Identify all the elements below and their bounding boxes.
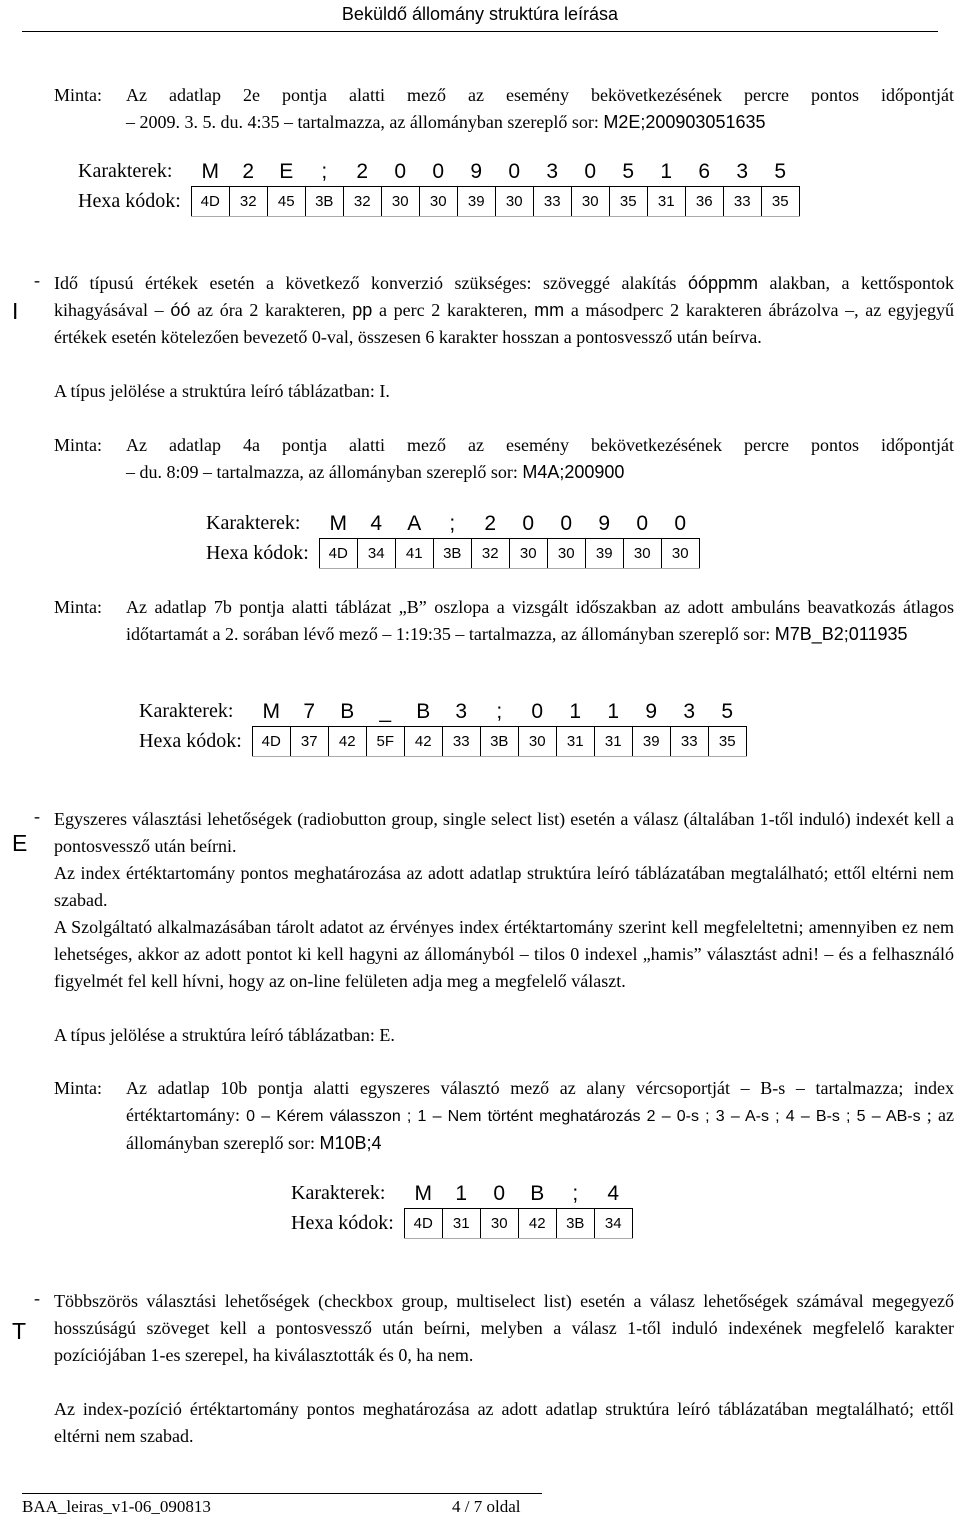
hex-code-cell: 30	[480, 1209, 518, 1239]
hex-codes-row	[206, 539, 699, 569]
hex-code-cell: 33	[533, 187, 571, 217]
sample-1	[54, 82, 954, 136]
sample-label: Minta:	[54, 435, 102, 455]
character-cell: 5	[708, 697, 746, 727]
character-cell: 0	[571, 157, 609, 187]
sample-1-text: – 2009. 3. 5. du. 4:35 – tartalmazza, az állományban szereplő sor:	[126, 112, 604, 132]
character-cell: 3	[442, 697, 480, 727]
character-cell: 3	[670, 697, 708, 727]
section-i-paragraph	[54, 270, 954, 351]
hex-codes-label: Hexa kódok:	[139, 730, 242, 752]
characters-row	[139, 697, 746, 727]
sample-3-text-block	[126, 594, 954, 648]
hex-table-3	[139, 697, 747, 757]
sample-4-text: Az adatlap 10b pontja alatti egyszeres választó mező az alany vércsoportját – B-s – tartalmazza; index értéktartomány:	[126, 1078, 954, 1125]
type-marker-e: E	[12, 830, 28, 856]
hex-code-cell: 30	[518, 727, 556, 757]
hex-code-cell: 37	[290, 727, 328, 757]
format-code: pp	[352, 300, 373, 320]
hex-code-cell: 30	[419, 187, 457, 217]
character-cell: 0	[509, 509, 547, 539]
hex-codes-label: Hexa kódok:	[291, 1212, 394, 1234]
sample-2	[54, 432, 954, 486]
text: Idő típusú értékek esetén a következő konverzió szükséges: szöveggé alakítás	[54, 273, 688, 293]
sample-label: Minta:	[54, 1078, 102, 1098]
hex-code-cell: 32	[471, 539, 509, 569]
character-cell: 0	[480, 1179, 518, 1209]
hex-codes-row	[291, 1209, 632, 1239]
bullet-dash: -	[34, 270, 40, 290]
sample-3-text: Az adatlap 7b pontja alatti táblázat „B” oszlopa a vizsgált időszakban az adott ambuláns beavatkozás átlagos időtartamát a 2. sorában lévő mező – 1:19:35 – tartalmazza, az állományban szereplő sor:	[126, 597, 954, 644]
character-cell: 3	[533, 157, 571, 187]
character-cell: M	[252, 697, 290, 727]
character-cell: 5	[761, 157, 799, 187]
sample-1-code: M2E;200903051635	[603, 112, 766, 132]
hex-code-cell: 3B	[480, 727, 518, 757]
format-code: óóppmm	[687, 273, 758, 293]
character-cell: 0	[623, 509, 661, 539]
sample-2-line-1: Az adatlap 4a pontja alatti mező az esemény bekövetkezésének percre pontos időpontját	[126, 435, 954, 455]
type-marker-i: I	[12, 298, 19, 324]
sample-2-code: M4A;200900	[522, 462, 625, 482]
character-cell: 5	[609, 157, 647, 187]
character-cell: 3	[723, 157, 761, 187]
section-t-paragraph-1: Többszörös választási lehetőségek (checkbox group, multiselect list) esetén a válasz lehetőségek számával megegyező hosszúságú szöveget kell a pontosvessző után beírni, melyben a válasz 1-től induló indexének megfelelő karakter pozíciójában 1-es szerepel, ha kiválasztották és 0, ha nem.	[54, 1291, 954, 1365]
sample-4-code: M10B;4	[319, 1133, 382, 1153]
character-cell: A	[395, 509, 433, 539]
character-cell: 2	[229, 157, 267, 187]
sample-4-values: 0 – Kérem válasszon ; 1 – Nem történt meghatározás 2 – 0-s ; 3 – A-s ; 4 – B-s ; 5 – AB-s	[246, 1108, 921, 1125]
hex-code-cell: 30	[495, 187, 533, 217]
hex-code-cell: 31	[647, 187, 685, 217]
sample-2-text: – du. 8:09 – tartalmazza, az állományban szereplő sor:	[126, 462, 523, 482]
hex-code-cell: 31	[556, 727, 594, 757]
hex-codes-label: Hexa kódok:	[78, 190, 181, 212]
section-e-type-note: A típus jelölése a struktúra leíró táblázatban: E.	[54, 1025, 395, 1045]
sample-4-text-block	[126, 1075, 954, 1157]
character-cell: 1	[594, 697, 632, 727]
hex-code-cell: 30	[509, 539, 547, 569]
character-cell: _	[366, 697, 404, 727]
character-cell: 0	[419, 157, 457, 187]
character-cell: 7	[290, 697, 328, 727]
hex-code-cell: 4D	[319, 539, 357, 569]
type-marker-t: T	[12, 1318, 27, 1344]
page-header-title: Beküldő állomány struktúra leírása	[341, 4, 619, 24]
character-cell: B	[328, 697, 366, 727]
hex-code-cell: 31	[442, 1209, 480, 1239]
hex-codes-row	[139, 727, 746, 757]
sample-1-line-2	[126, 109, 954, 136]
sample-4	[54, 1075, 954, 1156]
hex-code-cell: 4D	[404, 1209, 442, 1239]
character-cell: E	[267, 157, 305, 187]
hex-code-cell: 32	[229, 187, 267, 217]
footer-file-name: BAA_leiras_v1-06_090813	[22, 1497, 211, 1516]
characters-row	[291, 1179, 632, 1209]
hex-code-cell: 35	[761, 187, 799, 217]
hex-code-cell: 30	[571, 187, 609, 217]
hex-code-cell: 33	[670, 727, 708, 757]
bullet-dash: -	[34, 1288, 40, 1308]
hex-code-cell: 3B	[556, 1209, 594, 1239]
hex-codes-row	[78, 187, 799, 217]
section-e-paragraph-3: A Szolgáltató alkalmazásában tárolt adatot az érvényes index értéktartomány szerint kell megfeleltetni; amennyiben ez nem lehetséges, akkor az adott pontot ki kell hagyni az állományból – tilos 0 indexel „hamis” választást adni! – és a felhasználó figyelmét fel kell hívni, hogy az on-line felületen adja meg a megfelelő választ.	[54, 917, 954, 991]
character-cell: 9	[457, 157, 495, 187]
footer-rule	[22, 1493, 542, 1494]
hex-code-cell: 4D	[252, 727, 290, 757]
hex-code-cell: 42	[404, 727, 442, 757]
section-e-paragraph-1: Egyszeres választási lehetőségek (radiobutton group, single select list) esetén a válasz (általában 1-től induló) indexét kell a pontosvessző után beírni.	[54, 809, 954, 856]
hex-code-cell: 39	[457, 187, 495, 217]
character-cell: M	[319, 509, 357, 539]
character-cell: B	[518, 1179, 556, 1209]
hex-code-cell: 39	[585, 539, 623, 569]
characters-row	[206, 509, 699, 539]
hex-code-cell: 3B	[433, 539, 471, 569]
header-rule	[22, 31, 938, 32]
character-cell: 4	[594, 1179, 632, 1209]
sample-3	[54, 594, 954, 675]
character-cell: ;	[433, 509, 471, 539]
character-cell: 1	[647, 157, 685, 187]
hex-code-cell: 36	[685, 187, 723, 217]
section-t-paragraph-2: Az index-pozíció értéktartomány pontos meghatározása az adott adatlap struktúra leíró táblázatában megtalálható; ettől eltérni nem szabad.	[54, 1399, 954, 1446]
characters-label: Karakterek:	[206, 512, 301, 535]
character-cell: B	[404, 697, 442, 727]
character-cell: 9	[632, 697, 670, 727]
hex-code-cell: 4D	[191, 187, 229, 217]
format-code: óó	[170, 300, 191, 320]
character-cell: 0	[381, 157, 419, 187]
text: az óra 2 karakteren,	[190, 300, 353, 320]
hex-code-cell: 42	[328, 727, 366, 757]
hex-code-cell: 3B	[305, 187, 343, 217]
sample-3-code: M7B_B2;011935	[774, 624, 908, 644]
characters-label: Karakterek:	[139, 700, 234, 723]
character-cell: 0	[518, 697, 556, 727]
footer-page-number: 4 / 7 oldal	[452, 1497, 521, 1516]
sample-label: Minta:	[54, 597, 102, 617]
hex-code-cell: 39	[632, 727, 670, 757]
sample-2-line-2	[126, 459, 954, 486]
character-cell: 2	[471, 509, 509, 539]
hex-code-cell: 41	[395, 539, 433, 569]
sample-1-line-1: Az adatlap 2e pontja alatti mező az esemény bekövetkezésének percre pontos időpontját	[126, 85, 954, 105]
character-cell: ;	[556, 1179, 594, 1209]
hex-table-4	[291, 1179, 633, 1239]
character-cell: 0	[547, 509, 585, 539]
hex-code-cell: 32	[343, 187, 381, 217]
text: a másodperc 2 karakteren ábrázolva –, az egyjegyű értékek esetén kötelezően bevezető 0-val, összesen 6 karakter hosszan a pontosvessző után beírva.	[54, 300, 954, 347]
hex-table-2	[206, 509, 700, 569]
hex-code-cell: 30	[547, 539, 585, 569]
sample-label: Minta:	[54, 85, 102, 105]
character-cell: 1	[442, 1179, 480, 1209]
character-cell: ;	[480, 697, 518, 727]
characters-label: Karakterek:	[78, 160, 173, 183]
hex-codes-label: Hexa kódok:	[206, 542, 309, 564]
character-cell: 4	[357, 509, 395, 539]
character-cell: M	[404, 1179, 442, 1209]
hex-code-cell: 34	[357, 539, 395, 569]
text: a perc 2 karakteren,	[372, 300, 535, 320]
hex-table-1	[78, 157, 800, 217]
hex-code-cell: 5F	[366, 727, 404, 757]
character-cell: 0	[661, 509, 699, 539]
hex-code-cell: 35	[609, 187, 647, 217]
character-cell: 1	[556, 697, 594, 727]
section-i-type-note: A típus jelölése a struktúra leíró táblázatban: I.	[54, 381, 390, 401]
sample-4-text: ; az állományban szereplő sor:	[126, 1105, 955, 1153]
hex-code-cell: 30	[381, 187, 419, 217]
text: alakban, a kettőspontok kihagyásával –	[54, 273, 954, 320]
character-cell: 2	[343, 157, 381, 187]
character-cell: M	[191, 157, 229, 187]
hex-code-cell: 33	[442, 727, 480, 757]
format-code: mm	[534, 300, 565, 320]
hex-code-cell: 45	[267, 187, 305, 217]
characters-label: Karakterek:	[291, 1182, 386, 1205]
bullet-dash: -	[34, 806, 40, 826]
hex-code-cell: 34	[594, 1209, 632, 1239]
hex-code-cell: 30	[623, 539, 661, 569]
character-cell: 6	[685, 157, 723, 187]
character-cell: 0	[495, 157, 533, 187]
hex-code-cell: 30	[661, 539, 699, 569]
hex-code-cell: 42	[518, 1209, 556, 1239]
characters-row	[78, 157, 799, 187]
character-cell: 9	[585, 509, 623, 539]
section-e-paragraph-2: Az index értéktartomány pontos meghatározása az adott adatlap struktúra leíró táblázatában megtalálható; ettől eltérni nem szabad.	[54, 863, 954, 910]
hex-code-cell: 31	[594, 727, 632, 757]
hex-code-cell: 35	[708, 727, 746, 757]
hex-code-cell: 33	[723, 187, 761, 217]
character-cell: ;	[305, 157, 343, 187]
